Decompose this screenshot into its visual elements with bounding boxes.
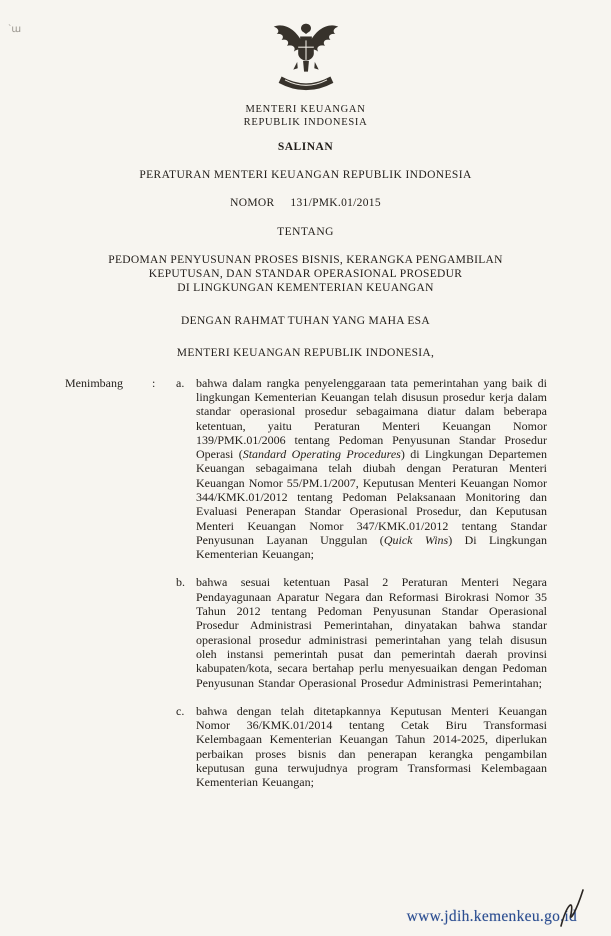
scan-artifact-mark: `ա: [8, 24, 22, 35]
consideration-letter: a.: [176, 375, 185, 390]
menimbang-label: Menimbang: [65, 375, 123, 390]
menimbang-section: [0, 376, 611, 804]
garuda-pancasila-emblem: [0, 14, 611, 98]
nomor-value: 131/PMK.01/2015: [290, 197, 381, 209]
consideration-text: bahwa dengan telah ditetapkannya Keputusan Menteri Keuangan Nomor 36/KMK.01/2014 tentang Cetak Biru Transformasi Kelembagaan Kementerian Keuangan Tahun 2014-2025, diperlukan perbaikan proses bisnis dan penerapan kerangka pengambilan keputusan guna terwujudnya program Transformasi Kelembagaan Kementerian Keuangan;: [196, 703, 547, 790]
regulation-subject: [0, 253, 611, 296]
jdih-website-url: www.jdih.kemenkeu.go.id: [406, 908, 577, 925]
considerations-list: [176, 376, 547, 804]
subject-line: PEDOMAN PENYUSUNAN PROSES BISNIS, KERANGKA PENGAMBILAN: [108, 254, 503, 266]
tentang-label: TENTANG: [277, 226, 334, 238]
authority-line: MENTERI KEUANGAN REPUBLIK INDONESIA,: [176, 346, 435, 359]
consideration-letter: b.: [176, 575, 185, 590]
document-header: [0, 0, 611, 359]
menimbang-colon: :: [152, 375, 156, 390]
regulation-title: PERATURAN MENTERI KEUANGAN REPUBLIK INDONESIA: [139, 169, 472, 181]
consideration-text: bahwa sesuai ketentuan Pasal 2 Peraturan Menteri Negara Pendayagunaan Aparatur Negara dan Reformasi Birokrasi Nomor 35 Tahun 2012 tentang Pedoman Penyusunan Standar Operasional Prosedur Administrasi Pemerintahan, dinyatakan bahwa standar operasional prosedur administrasi pemerintahan yang telah disusun oleh instansi pemerintah pusat dan pemerintah daerah provinsi kabupaten/kota, secara bertahap perlu menyesuaikan dengan Pedoman Penyusunan Standar Operasional Prosedur Administrasi Pemerintahan;: [196, 575, 547, 690]
subject-line: KEPUTUSAN, DAN STANDAR OPERASIONAL PROSEDUR: [148, 268, 463, 281]
regulation-number-line: [0, 197, 611, 209]
subject-line: DI LINGKUNGAN KEMENTERIAN KEUANGAN: [177, 282, 434, 295]
ministry-country: REPUBLIK INDONESIA: [243, 116, 368, 128]
consideration-letter: c.: [176, 703, 185, 718]
consideration-item: [176, 376, 547, 562]
salinan-label: SALINAN: [277, 141, 334, 153]
consideration-text: bahwa dalam rangka penyelenggaraan tata pemerintahan yang baik di lingkungan Kementerian Keuangan telah disusun prosedur kerja dalam standar operasional prosedur sebagaimana diatur dalam beberapa ketentuan, yaitu Peraturan Menteri Keuangan Nomor 139/PMK.01/2006 tentang Pedoman Penyusunan Standar Prosedur Operasi (Standard Operating Procedures) di Lingkungan Departemen Keuangan sebagaimana telah diubah dengan Peraturan Menteri Keuangan Nomor 55/PM.1/2007, Keputusan Menteri Keuangan Nomor 344/KMK.01/2012 tentang Pedoman Pelaksanaan Monitoring dan Evaluasi Penerapan Standar Operasional Prosedur, dan Keputusan Menteri Keuangan Nomor 347/KMK.01/2012 tentang Standar Penyusunan Layanan Unggulan (Quick Wins) Di Lingkungan Kementerian Keuangan;: [196, 375, 547, 562]
ministry-name: MENTERI KEUANGAN: [245, 104, 366, 115]
invocation-line: DENGAN RAHMAT TUHAN YANG MAHA ESA: [181, 314, 430, 327]
nomor-label: NOMOR: [230, 197, 275, 209]
pen-mark: [557, 886, 591, 930]
consideration-item: [176, 575, 547, 689]
consideration-item: [176, 704, 547, 790]
